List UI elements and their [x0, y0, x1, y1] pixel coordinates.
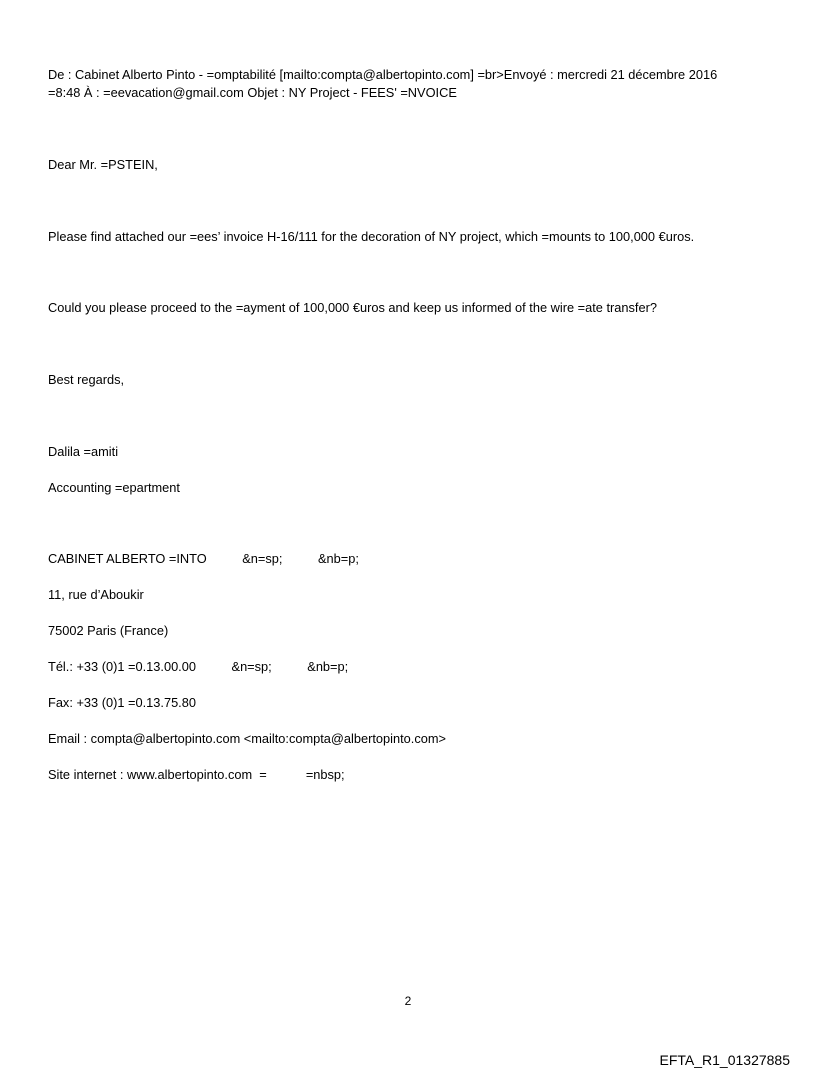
signature-fax: Fax: +33 (0)1 =0.13.75.80	[48, 695, 196, 710]
body-paragraph-invoice: Please find attached our =ees’ invoice H-16/111 for the decoration of NY project, which =mounts to 100,000 €uros.	[48, 229, 695, 244]
signature-email: Email : compta@albertopinto.com <mailto:compta@albertopinto.com>	[48, 731, 446, 746]
header-line-to-subject: =8:48 À : =eevacation@gmail.com Objet : NY Project - FEES' =NVOICE	[48, 85, 457, 100]
header-line-from-sent: De : Cabinet Alberto Pinto - =omptabilité [mailto:compta@albertopinto.com] =br>Envoyé : mercredi 21 décembre 2016	[48, 67, 718, 82]
body-paragraph-payment-request: Could you please proceed to the =ayment of 100,000 €uros and keep us informed of the wire =ate transfer?	[48, 300, 657, 315]
sender-department: Accounting =epartment	[48, 480, 180, 495]
closing: Best regards,	[48, 372, 125, 387]
document-id: EFTA_R1_01327885	[659, 1052, 790, 1068]
signature-company: CABINET ALBERTO =INTO &n=sp; &nb=p;	[48, 551, 359, 566]
signature-website: Site internet : www.albertopinto.com = =nbsp;	[48, 767, 345, 782]
signature-tel: Tél.: +33 (0)1 =0.13.00.00 &n=sp; &nb=p;	[48, 659, 349, 674]
page-number: 2	[404, 994, 412, 1008]
greeting: Dear Mr. =PSTEIN,	[48, 157, 158, 172]
sender-name: Dalila =amiti	[48, 444, 119, 459]
email-header	[48, 66, 778, 102]
signature-city: 75002 Paris (France)	[48, 623, 169, 638]
signature-street: 11, rue d’Aboukir	[48, 587, 144, 602]
